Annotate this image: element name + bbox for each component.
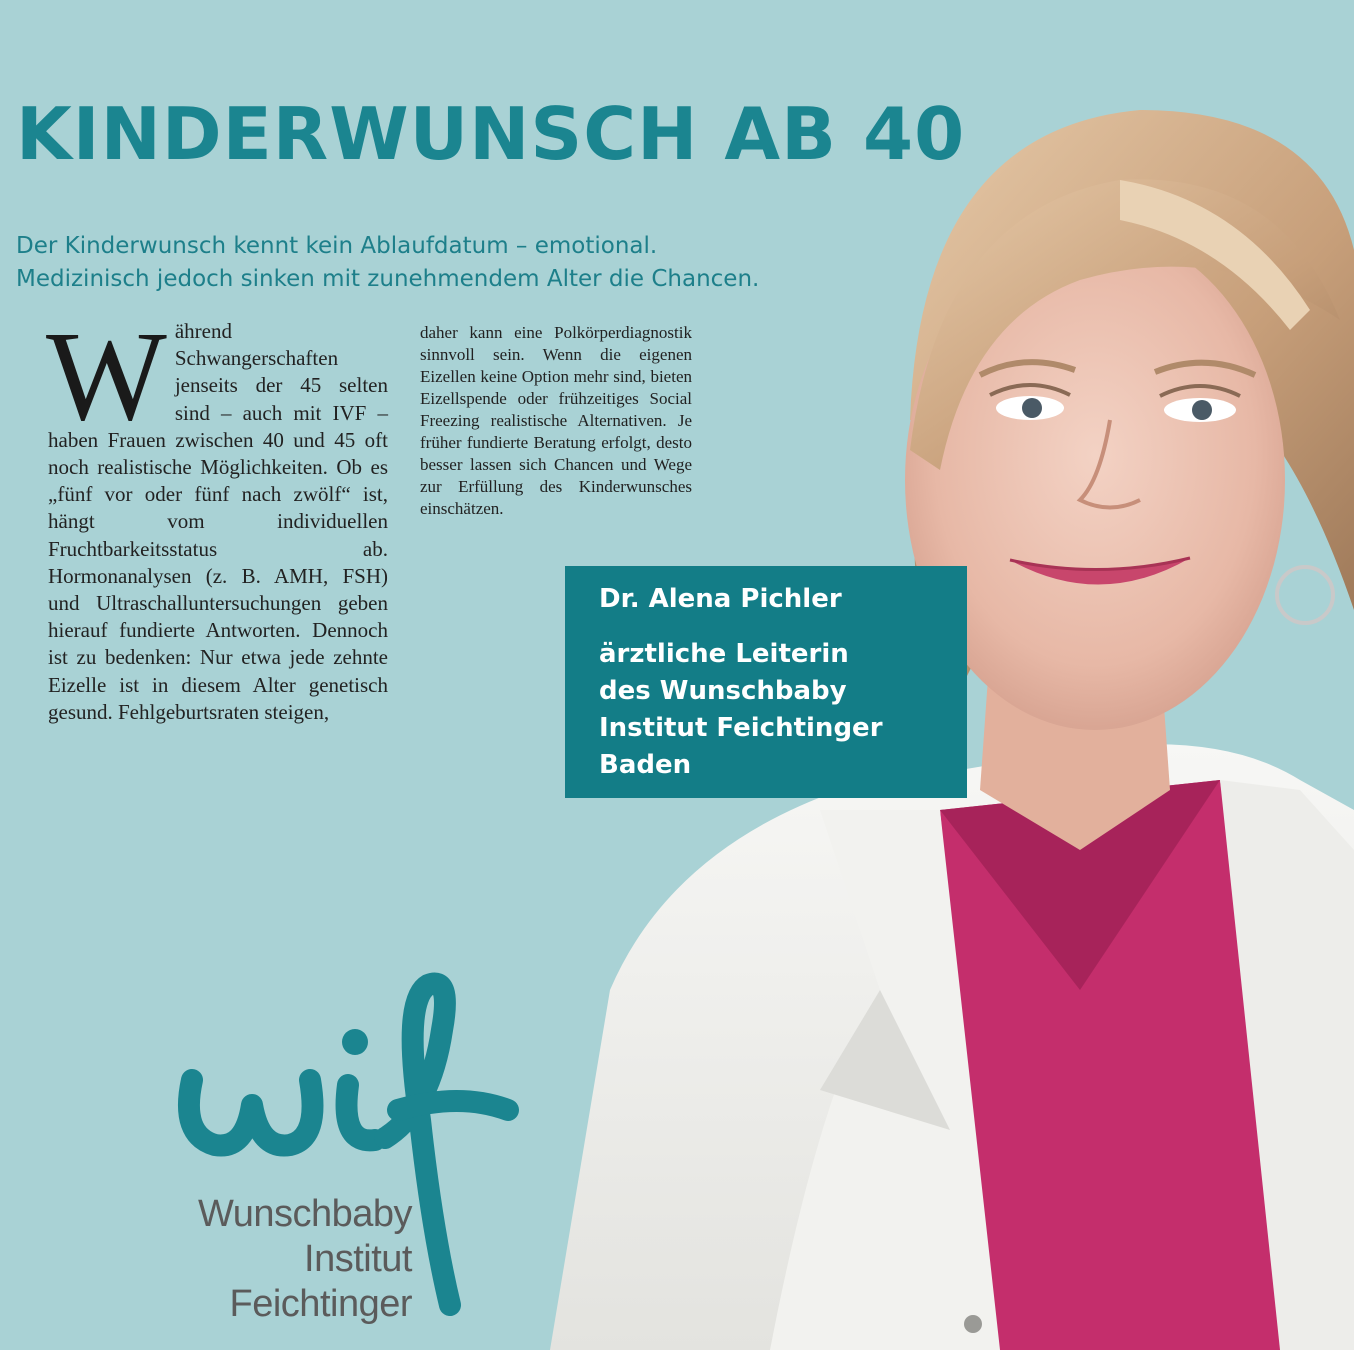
caption-box xyxy=(565,566,967,798)
logo-line-2: Institut xyxy=(304,1238,412,1280)
logo-line-3: Feichtinger xyxy=(229,1283,412,1325)
article-column-1-text: ährend Schwangerschaften jenseits der 45 selten sind – auch mit IVF – haben Frauen zwischen 40 und 45 oft noch realistische Möglichkeiten. Ob es „fünf vor oder fünf nach zwölf“ ist, hängt vom individuellen Fruchtbarkeitsstatus ab. Hormonanalysen (z. B. AMH, FSH) und Ultraschalluntersuchungen geben hierauf fundierte Antworten. Dennoch ist zu bedenken: Nur etwa jede zehnte Eizelle ist in diesem Alter genetisch gesund. Fehlgeburtsraten steigen, xyxy=(48,319,388,724)
doctor-role-line-1: ärztliche Leiterin xyxy=(599,639,849,669)
doctor-role-line-2: des Wunschbaby xyxy=(599,676,847,706)
article-column-2: daher kann eine Polkörperdiagnostik sinnvoll sein. Wenn die eigenen Eizellen keine Option mehr sind, bieten Eizellspende oder frühzeitiges Social Freezing realistische Alternativen. Je früher fundierte Beratung erfolgt, desto besser lassen sich Chancen und Wege zur Erfüllung des Kinderwunsches einschätzen. xyxy=(420,323,692,518)
doctor-role xyxy=(599,636,883,784)
doctor-role-line-3: Institut Feichtinger xyxy=(599,713,883,743)
logo-line-1: Wunschbaby xyxy=(198,1193,412,1235)
doctor-name: Dr. Alena Pichler xyxy=(599,584,842,614)
doctor-role-line-4: Baden xyxy=(599,750,692,780)
headline: KINDERWUNSCH AB 40 xyxy=(16,92,966,176)
subheadline-line-1: Der Kinderwunsch kennt kein Ablaufdatum – emotional. xyxy=(16,233,658,259)
drop-cap: W xyxy=(46,305,167,447)
subheadline-line-2: Medizinisch jedoch sinken mit zunehmendem Alter die Chancen. xyxy=(16,266,760,292)
article-column-1 xyxy=(46,305,388,726)
wif-logo-text xyxy=(150,1192,412,1327)
